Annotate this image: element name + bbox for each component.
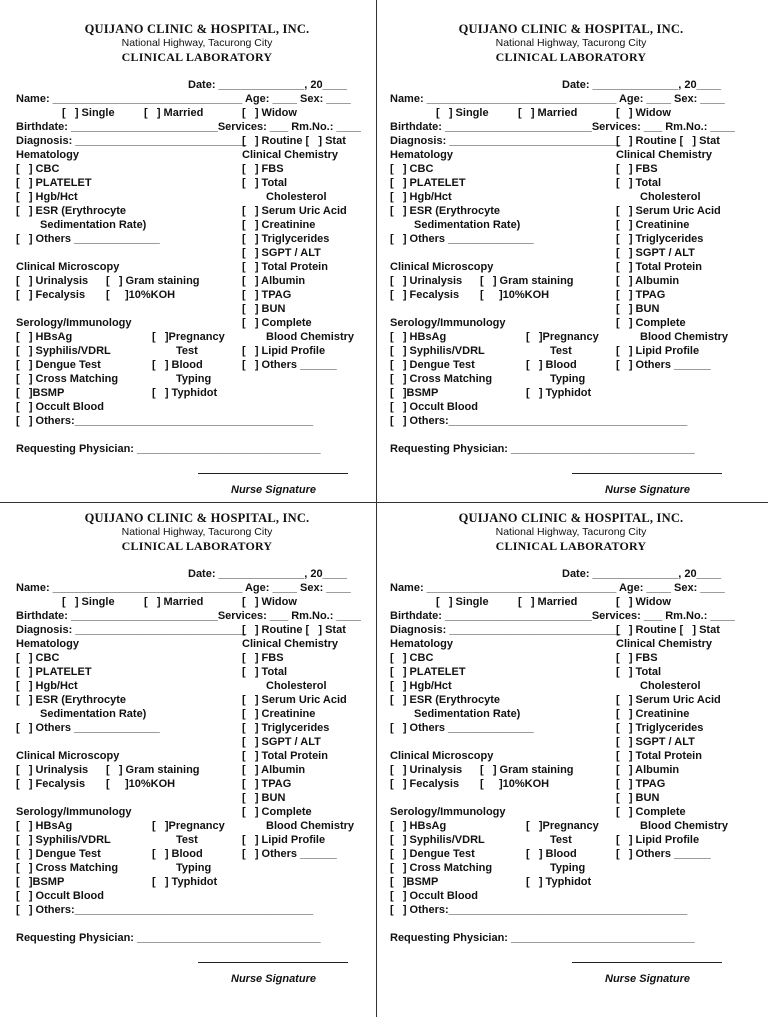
serology-item[interactable]: [ ] HBsAg bbox=[390, 820, 447, 832]
chemistry-item-continuation: Cholesterol bbox=[266, 680, 327, 692]
serology-item[interactable]: [ ] Syphilis/VDRL bbox=[16, 834, 111, 846]
serology-item[interactable]: [ ]BSMP bbox=[390, 387, 439, 399]
chemistry-item[interactable]: [ ] Serum Uric Acid bbox=[242, 694, 347, 706]
microscopy-heading: Clinical Microscopy bbox=[390, 261, 494, 273]
date-field[interactable]: Date: ______________, 20____ bbox=[188, 79, 348, 91]
single-checkbox[interactable]: [ ] Single bbox=[62, 596, 115, 608]
lab-request-form-bottom-right bbox=[390, 511, 750, 1009]
vertical-cut-line bbox=[376, 0, 377, 1017]
hematology-item[interactable]: [ ] Hgb/Hct bbox=[16, 680, 78, 692]
nurse-signature-label: Nurse Signature bbox=[605, 973, 690, 985]
chemistry-item[interactable]: [ ] Albumin bbox=[242, 764, 306, 776]
chemistry-item[interactable]: [ ] Lipid Profile bbox=[242, 345, 326, 357]
chemistry-item-continuation: Blood Chemistry bbox=[640, 820, 729, 832]
serology-item[interactable]: [ ]BSMP bbox=[16, 876, 65, 888]
serology-others-field[interactable]: [ ] Others:_______________________________________ bbox=[390, 904, 688, 916]
serology-heading: Serology/Immunology bbox=[16, 317, 132, 329]
hematology-others-field[interactable]: [ ] Others ______________ bbox=[390, 722, 534, 734]
hematology-item-continuation: Sedimentation Rate) bbox=[414, 219, 521, 231]
hematology-heading: Hematology bbox=[390, 638, 453, 650]
serology-item[interactable]: [ ]Pregnancy bbox=[526, 820, 599, 832]
signature-line[interactable] bbox=[572, 473, 722, 474]
chemistry-item[interactable]: [ ] Total bbox=[616, 177, 662, 189]
serology-heading: Serology/Immunology bbox=[390, 317, 506, 329]
clinic-name: QUIJANO CLINIC & HOSPITAL, INC. bbox=[458, 511, 684, 525]
gram-staining-checkbox[interactable]: [ ] Gram staining bbox=[106, 764, 200, 776]
gram-staining-checkbox[interactable]: [ ] Gram staining bbox=[480, 275, 574, 287]
serology-item-continuation: Typing bbox=[176, 862, 212, 874]
chemistry-item[interactable]: [ ] FBS bbox=[242, 163, 284, 175]
hematology-item[interactable]: [ ] ESR (Erythrocyte bbox=[390, 205, 501, 217]
date-field[interactable]: Date: ______________, 20____ bbox=[562, 568, 722, 580]
chemistry-item[interactable]: [ ] BUN bbox=[242, 303, 286, 315]
chemistry-item[interactable]: [ ] Albumin bbox=[616, 764, 680, 776]
chemistry-item[interactable]: [ ] Triglycerides bbox=[242, 233, 330, 245]
serology-item[interactable]: [ ]Pregnancy bbox=[526, 331, 599, 343]
chemistry-item[interactable]: [ ] Total Protein bbox=[242, 261, 328, 273]
clinic-address: National Highway, Tacurong City bbox=[121, 526, 273, 538]
single-checkbox[interactable]: [ ] Single bbox=[436, 107, 489, 119]
widow-checkbox[interactable]: [ ] Widow bbox=[242, 107, 297, 119]
chemistry-item-continuation: Cholesterol bbox=[640, 191, 701, 203]
chemistry-item[interactable]: [ ] TPAG bbox=[242, 778, 292, 790]
birthdate-services-room-field[interactable]: Birthdate: ________________________Services: ___ Rm.No.: ____ bbox=[390, 121, 735, 133]
chemistry-item[interactable]: [ ] Total Protein bbox=[616, 750, 702, 762]
chemistry-item[interactable]: [ ] Lipid Profile bbox=[616, 834, 700, 846]
hematology-item[interactable]: [ ] ESR (Erythrocyte bbox=[16, 694, 127, 706]
serology-item-continuation: Test bbox=[176, 345, 198, 357]
chemistry-item[interactable]: [ ] SGPT / ALT bbox=[242, 736, 321, 748]
chemistry-item-continuation: Blood Chemistry bbox=[266, 820, 355, 832]
requesting-physician-field[interactable]: Requesting Physician: ______________________________ bbox=[16, 443, 321, 455]
serology-item[interactable]: [ ] HBsAg bbox=[16, 820, 73, 832]
clinic-name: QUIJANO CLINIC & HOSPITAL, INC. bbox=[84, 22, 310, 36]
chemistry-item[interactable]: [ ] Creatinine bbox=[242, 219, 316, 231]
hematology-others-field[interactable]: [ ] Others ______________ bbox=[16, 722, 160, 734]
chemistry-item[interactable]: [ ] FBS bbox=[616, 163, 658, 175]
hematology-item[interactable]: [ ] ESR (Erythrocyte bbox=[16, 205, 127, 217]
serology-heading: Serology/Immunology bbox=[390, 806, 506, 818]
hematology-item[interactable]: [ ] CBC bbox=[390, 163, 434, 175]
serology-item[interactable]: [ ] Occult Blood bbox=[16, 401, 104, 413]
serology-item[interactable]: [ ] Syphilis/VDRL bbox=[390, 345, 485, 357]
serology-item[interactable]: [ ] Dengue Test bbox=[16, 848, 101, 860]
chemistry-others-field[interactable]: [ ] Others ______ bbox=[616, 848, 711, 860]
fecalysis-checkbox[interactable]: [ ] Fecalysis bbox=[390, 778, 460, 790]
chemistry-heading: Clinical Chemistry bbox=[616, 149, 712, 161]
married-checkbox[interactable]: [ ] Married bbox=[144, 107, 204, 119]
chemistry-item[interactable]: [ ] Serum Uric Acid bbox=[616, 694, 721, 706]
serology-item[interactable]: [ ] Occult Blood bbox=[390, 401, 478, 413]
koh-checkbox[interactable]: [ ]10%KOH bbox=[106, 289, 176, 301]
chemistry-item[interactable]: [ ] Triglycerides bbox=[616, 722, 704, 734]
chemistry-item[interactable]: [ ] Serum Uric Acid bbox=[242, 205, 347, 217]
serology-item[interactable]: [ ] Syphilis/VDRL bbox=[390, 834, 485, 846]
hematology-item-continuation: Sedimentation Rate) bbox=[414, 708, 521, 720]
lab-request-form-top-left bbox=[16, 22, 376, 520]
clinic-name: QUIJANO CLINIC & HOSPITAL, INC. bbox=[84, 511, 310, 525]
serology-item[interactable]: [ ] Blood bbox=[526, 359, 577, 371]
chemistry-item[interactable]: [ ] Total Protein bbox=[242, 750, 328, 762]
date-field[interactable]: Date: ______________, 20____ bbox=[188, 568, 348, 580]
serology-item-continuation: Typing bbox=[550, 373, 586, 385]
serology-item[interactable]: [ ] Cross Matching bbox=[16, 373, 119, 385]
chemistry-heading: Clinical Chemistry bbox=[616, 638, 712, 650]
requesting-physician-field[interactable]: Requesting Physician: ______________________________ bbox=[16, 932, 321, 944]
hematology-item[interactable]: [ ] PLATELET bbox=[16, 177, 92, 189]
fecalysis-checkbox[interactable]: [ ] Fecalysis bbox=[16, 778, 86, 790]
routine-stat-checkboxes[interactable]: [ ] Routine [ ] Stat bbox=[616, 624, 720, 636]
chemistry-item[interactable]: [ ] Creatinine bbox=[242, 708, 316, 720]
hematology-item[interactable]: [ ] CBC bbox=[390, 652, 434, 664]
clinic-address: National Highway, Tacurong City bbox=[495, 526, 647, 538]
diagnosis-field[interactable]: Diagnosis: ____________________________ bbox=[390, 135, 621, 147]
serology-others-field[interactable]: [ ] Others:_______________________________________ bbox=[16, 415, 314, 427]
serology-item[interactable]: [ ]BSMP bbox=[16, 387, 65, 399]
hematology-item[interactable]: [ ] PLATELET bbox=[16, 666, 92, 678]
hematology-item-continuation: Sedimentation Rate) bbox=[40, 219, 147, 231]
serology-item[interactable]: [ ] Blood bbox=[152, 848, 203, 860]
chemistry-item[interactable]: [ ] Complete bbox=[616, 317, 686, 329]
koh-checkbox[interactable]: [ ]10%KOH bbox=[106, 778, 176, 790]
lab-request-form-top-right bbox=[390, 22, 750, 520]
diagnosis-field[interactable]: Diagnosis: ____________________________ bbox=[16, 624, 247, 636]
chemistry-item[interactable]: [ ] Triglycerides bbox=[242, 722, 330, 734]
chemistry-item-continuation: Blood Chemistry bbox=[640, 331, 729, 343]
chemistry-item[interactable]: [ ] Creatinine bbox=[616, 708, 690, 720]
chemistry-item[interactable]: [ ] Lipid Profile bbox=[616, 345, 700, 357]
urinalysis-checkbox[interactable]: [ ] Urinalysis bbox=[390, 275, 463, 287]
serology-item[interactable]: [ ]Pregnancy bbox=[152, 820, 225, 832]
serology-item-continuation: Test bbox=[550, 834, 572, 846]
birthdate-services-room-field[interactable]: Birthdate: ________________________Services: ___ Rm.No.: ____ bbox=[16, 610, 361, 622]
serology-item[interactable]: [ ]BSMP bbox=[390, 876, 439, 888]
serology-item[interactable]: [ ] HBsAg bbox=[16, 331, 73, 343]
hematology-others-field[interactable]: [ ] Others ______________ bbox=[390, 233, 534, 245]
koh-checkbox[interactable]: [ ]10%KOH bbox=[480, 778, 550, 790]
chemistry-item-continuation: Cholesterol bbox=[640, 680, 701, 692]
department-title: CLINICAL LABORATORY bbox=[121, 539, 273, 553]
serology-item[interactable]: [ ] Typhidot bbox=[526, 387, 592, 399]
diagnosis-field[interactable]: Diagnosis: ____________________________ bbox=[16, 135, 247, 147]
single-checkbox[interactable]: [ ] Single bbox=[62, 107, 115, 119]
name-age-sex-field[interactable]: Name: _______________________________ Age: ____ Sex: ____ bbox=[16, 582, 351, 594]
serology-item[interactable]: [ ] Typhidot bbox=[526, 876, 592, 888]
chemistry-item[interactable]: [ ] BUN bbox=[616, 792, 660, 804]
routine-stat-checkboxes[interactable]: [ ] Routine [ ] Stat bbox=[242, 135, 346, 147]
serology-item[interactable]: [ ] Typhidot bbox=[152, 876, 218, 888]
gram-staining-checkbox[interactable]: [ ] Gram staining bbox=[480, 764, 574, 776]
serology-item[interactable]: [ ]Pregnancy bbox=[152, 331, 225, 343]
microscopy-heading: Clinical Microscopy bbox=[390, 750, 494, 762]
serology-heading: Serology/Immunology bbox=[16, 806, 132, 818]
department-title: CLINICAL LABORATORY bbox=[495, 50, 647, 64]
single-checkbox[interactable]: [ ] Single bbox=[436, 596, 489, 608]
serology-item[interactable]: [ ] Occult Blood bbox=[390, 890, 478, 902]
department-title: CLINICAL LABORATORY bbox=[121, 50, 273, 64]
chemistry-item[interactable]: [ ] FBS bbox=[616, 652, 658, 664]
chemistry-item-continuation: Blood Chemistry bbox=[266, 331, 355, 343]
chemistry-item[interactable]: [ ] Creatinine bbox=[616, 219, 690, 231]
married-checkbox[interactable]: [ ] Married bbox=[518, 596, 578, 608]
chemistry-item[interactable]: [ ] Complete bbox=[242, 806, 312, 818]
microscopy-heading: Clinical Microscopy bbox=[16, 750, 120, 762]
serology-item-continuation: Test bbox=[176, 834, 198, 846]
chemistry-item[interactable]: [ ] Total bbox=[242, 177, 288, 189]
hematology-item[interactable]: [ ] PLATELET bbox=[390, 666, 466, 678]
serology-others-field[interactable]: [ ] Others:_______________________________________ bbox=[390, 415, 688, 427]
married-checkbox[interactable]: [ ] Married bbox=[144, 596, 204, 608]
chemistry-item[interactable]: [ ] TPAG bbox=[616, 289, 666, 301]
lab-request-form-bottom-left bbox=[16, 511, 376, 1009]
nurse-signature-label: Nurse Signature bbox=[231, 973, 316, 985]
name-age-sex-field[interactable]: Name: _______________________________ Age: ____ Sex: ____ bbox=[390, 93, 725, 105]
serology-item[interactable]: [ ] Dengue Test bbox=[16, 359, 101, 371]
date-field[interactable]: Date: ______________, 20____ bbox=[562, 79, 722, 91]
birthdate-services-room-field[interactable]: Birthdate: ________________________Services: ___ Rm.No.: ____ bbox=[390, 610, 735, 622]
serology-item[interactable]: [ ] Cross Matching bbox=[16, 862, 119, 874]
serology-item[interactable]: [ ] Cross Matching bbox=[390, 373, 493, 385]
serology-item[interactable]: [ ] HBsAg bbox=[390, 331, 447, 343]
serology-item-continuation: Test bbox=[550, 345, 572, 357]
signature-line[interactable] bbox=[198, 473, 348, 474]
nurse-signature-label: Nurse Signature bbox=[605, 484, 690, 496]
microscopy-heading: Clinical Microscopy bbox=[16, 261, 120, 273]
chemistry-heading: Clinical Chemistry bbox=[242, 149, 338, 161]
fecalysis-checkbox[interactable]: [ ] Fecalysis bbox=[390, 289, 460, 301]
serology-others-field[interactable]: [ ] Others:_______________________________________ bbox=[16, 904, 314, 916]
chemistry-item[interactable]: [ ] Albumin bbox=[242, 275, 306, 287]
hematology-heading: Hematology bbox=[16, 149, 79, 161]
chemistry-item[interactable]: [ ] FBS bbox=[242, 652, 284, 664]
hematology-item[interactable]: [ ] Hgb/Hct bbox=[390, 680, 452, 692]
serology-item[interactable]: [ ] Occult Blood bbox=[16, 890, 104, 902]
serology-item-continuation: Typing bbox=[176, 373, 212, 385]
hematology-item[interactable]: [ ] PLATELET bbox=[390, 177, 466, 189]
hematology-item-continuation: Sedimentation Rate) bbox=[40, 708, 147, 720]
gram-staining-checkbox[interactable]: [ ] Gram staining bbox=[106, 275, 200, 287]
name-age-sex-field[interactable]: Name: _______________________________ Age: ____ Sex: ____ bbox=[390, 582, 725, 594]
widow-checkbox[interactable]: [ ] Widow bbox=[616, 107, 671, 119]
routine-stat-checkboxes[interactable]: [ ] Routine [ ] Stat bbox=[616, 135, 720, 147]
serology-item[interactable]: [ ] Dengue Test bbox=[390, 848, 475, 860]
urinalysis-checkbox[interactable]: [ ] Urinalysis bbox=[16, 275, 89, 287]
hematology-item[interactable]: [ ] CBC bbox=[16, 652, 60, 664]
serology-item[interactable]: [ ] Typhidot bbox=[152, 387, 218, 399]
clinic-address: National Highway, Tacurong City bbox=[495, 37, 647, 49]
widow-checkbox[interactable]: [ ] Widow bbox=[616, 596, 671, 608]
chemistry-others-field[interactable]: [ ] Others ______ bbox=[242, 359, 337, 371]
chemistry-item[interactable]: [ ] SGPT / ALT bbox=[616, 247, 695, 259]
routine-stat-checkboxes[interactable]: [ ] Routine [ ] Stat bbox=[242, 624, 346, 636]
hematology-item[interactable]: [ ] ESR (Erythrocyte bbox=[390, 694, 501, 706]
hematology-item[interactable]: [ ] Hgb/Hct bbox=[390, 191, 452, 203]
chemistry-item-continuation: Cholesterol bbox=[266, 191, 327, 203]
hematology-item[interactable]: [ ] Hgb/Hct bbox=[16, 191, 78, 203]
chemistry-item[interactable]: [ ] Triglycerides bbox=[616, 233, 704, 245]
serology-item[interactable]: [ ] Blood bbox=[152, 359, 203, 371]
chemistry-item[interactable]: [ ] SGPT / ALT bbox=[616, 736, 695, 748]
urinalysis-checkbox[interactable]: [ ] Urinalysis bbox=[390, 764, 463, 776]
requesting-physician-field[interactable]: Requesting Physician: ______________________________ bbox=[390, 443, 695, 455]
married-checkbox[interactable]: [ ] Married bbox=[518, 107, 578, 119]
urinalysis-checkbox[interactable]: [ ] Urinalysis bbox=[16, 764, 89, 776]
chemistry-item[interactable]: [ ] Total Protein bbox=[616, 261, 702, 273]
fecalysis-checkbox[interactable]: [ ] Fecalysis bbox=[16, 289, 86, 301]
chemistry-item[interactable]: [ ] TPAG bbox=[242, 289, 292, 301]
chemistry-item[interactable]: [ ] SGPT / ALT bbox=[242, 247, 321, 259]
chemistry-item[interactable]: [ ] Total bbox=[242, 666, 288, 678]
chemistry-item[interactable]: [ ] BUN bbox=[242, 792, 286, 804]
serology-item-continuation: Typing bbox=[550, 862, 586, 874]
serology-item[interactable]: [ ] Dengue Test bbox=[390, 359, 475, 371]
koh-checkbox[interactable]: [ ]10%KOH bbox=[480, 289, 550, 301]
chemistry-item[interactable]: [ ] Albumin bbox=[616, 275, 680, 287]
clinic-address: National Highway, Tacurong City bbox=[121, 37, 273, 49]
chemistry-item[interactable]: [ ] Serum Uric Acid bbox=[616, 205, 721, 217]
signature-line[interactable] bbox=[198, 962, 348, 963]
hematology-heading: Hematology bbox=[390, 149, 453, 161]
chemistry-item[interactable]: [ ] TPAG bbox=[616, 778, 666, 790]
serology-item[interactable]: [ ] Blood bbox=[526, 848, 577, 860]
name-age-sex-field[interactable]: Name: _______________________________ Age: ____ Sex: ____ bbox=[16, 93, 351, 105]
chemistry-heading: Clinical Chemistry bbox=[242, 638, 338, 650]
diagnosis-field[interactable]: Diagnosis: ____________________________ bbox=[390, 624, 621, 636]
chemistry-item[interactable]: [ ] Complete bbox=[616, 806, 686, 818]
chemistry-item[interactable]: [ ] Total bbox=[616, 666, 662, 678]
hematology-heading: Hematology bbox=[16, 638, 79, 650]
widow-checkbox[interactable]: [ ] Widow bbox=[242, 596, 297, 608]
hematology-others-field[interactable]: [ ] Others ______________ bbox=[16, 233, 160, 245]
chemistry-others-field[interactable]: [ ] Others ______ bbox=[616, 359, 711, 371]
hematology-item[interactable]: [ ] CBC bbox=[16, 163, 60, 175]
chemistry-item[interactable]: [ ] Lipid Profile bbox=[242, 834, 326, 846]
birthdate-services-room-field[interactable]: Birthdate: ________________________Services: ___ Rm.No.: ____ bbox=[16, 121, 361, 133]
department-title: CLINICAL LABORATORY bbox=[495, 539, 647, 553]
requesting-physician-field[interactable]: Requesting Physician: ______________________________ bbox=[390, 932, 695, 944]
signature-line[interactable] bbox=[572, 962, 722, 963]
clinic-name: QUIJANO CLINIC & HOSPITAL, INC. bbox=[458, 22, 684, 36]
serology-item[interactable]: [ ] Cross Matching bbox=[390, 862, 493, 874]
chemistry-item[interactable]: [ ] BUN bbox=[616, 303, 660, 315]
chemistry-others-field[interactable]: [ ] Others ______ bbox=[242, 848, 337, 860]
nurse-signature-label: Nurse Signature bbox=[231, 484, 316, 496]
serology-item[interactable]: [ ] Syphilis/VDRL bbox=[16, 345, 111, 357]
chemistry-item[interactable]: [ ] Complete bbox=[242, 317, 312, 329]
